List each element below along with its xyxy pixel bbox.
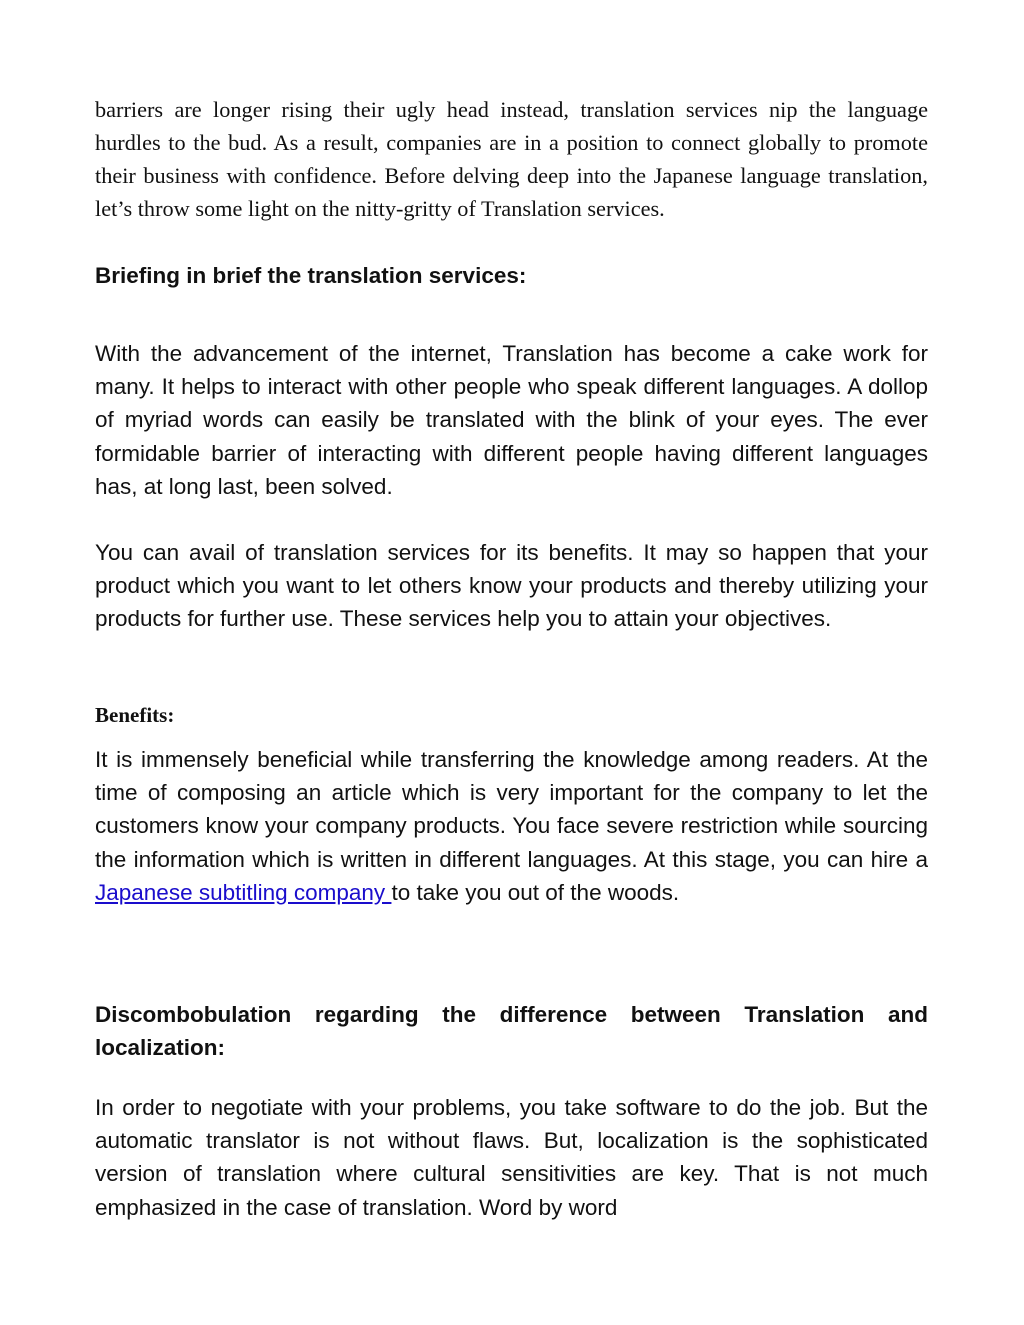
japanese-subtitling-company-link[interactable]: Japanese subtitling company	[95, 879, 392, 905]
benefits-text-after-link: to take you out of the woods.	[391, 879, 680, 905]
paragraph-avail: You can avail of translation services for its benefits. It may so happen that your product which you want to let others know your products and thereby utilizing your products for further use. These services help you to attain your objectives.	[95, 540, 928, 632]
heading-discombobulation: Discombobulation regarding the difference between Translation and localization:	[95, 1002, 928, 1061]
paragraph-benefits	[95, 743, 928, 909]
paragraph-localization: In order to negotiate with your problems, you take software to do the job. But the automatic translator is not without flaws. But, localization is the sophisticated version of translation where cultural sensitivities are key. That is not much emphasized in the case of translation. Word by word	[95, 1095, 928, 1220]
paragraph-internet: With the advancement of the internet, Translation has become a cake work for many. It helps to interact with other people who speak different languages. A dollop of myriad words can easily be translated with the blink of your eyes. The ever formidable barrier of interacting with different people having different languages has, at long last, been solved.	[95, 341, 928, 499]
intro-paragraph: barriers are longer rising their ugly head instead, translation services nip the language hurdles to the bud. As a result, companies are in a position to connect globally to promote their business with confidence. Before delving deep into the Japanese language translation, let’s throw some light on the nitty-gritty of Translation services.	[95, 97, 928, 221]
benefits-text-before-link: It is immensely beneficial while transferring the knowledge among readers. At the time of composing an article which is very important for the company to let the customers know your company products. You face severe restriction while sourcing the information which is written in different languages. At this stage, you can hire a	[95, 747, 928, 872]
heading-benefits: Benefits:	[95, 703, 175, 727]
heading-briefing: Briefing in brief the translation services:	[95, 263, 527, 288]
